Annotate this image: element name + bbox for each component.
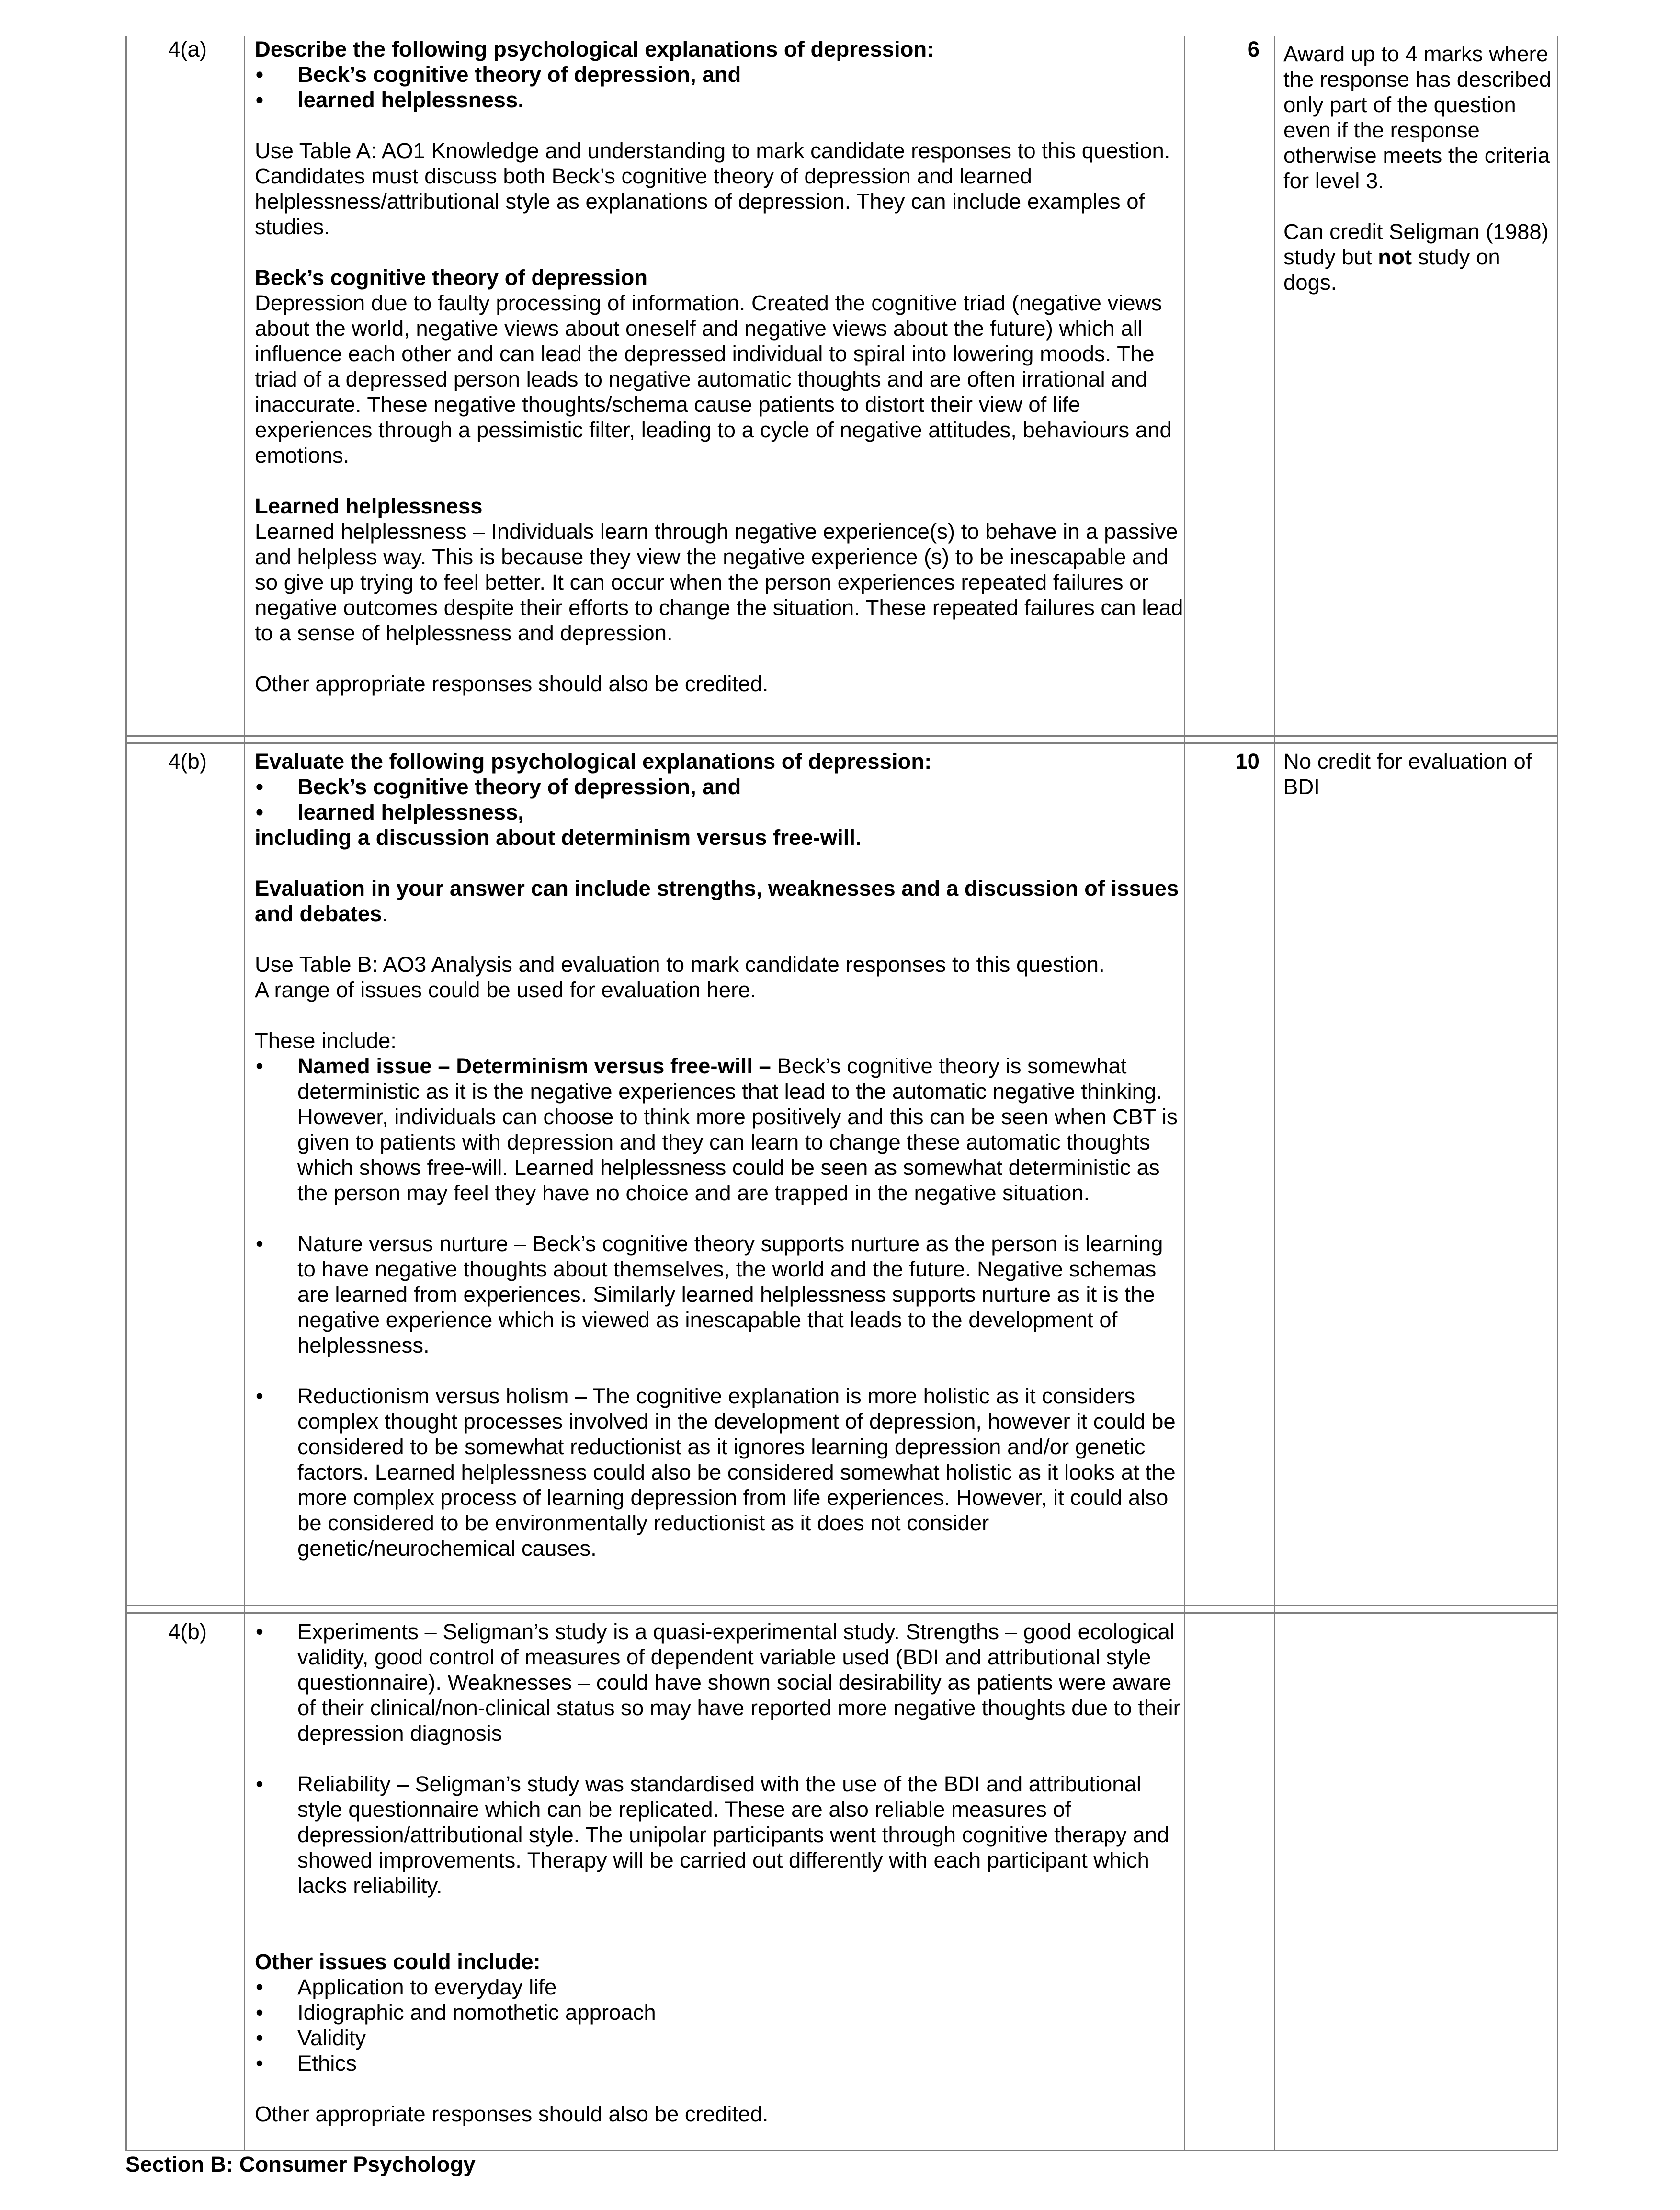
instruction-text: Use Table B: AO3 Analysis and evaluation to mark candidate responses to this question. [255,952,1105,977]
question-tail: including a discussion about determinism versus free-will. [255,825,862,850]
list-item: • Ethics [255,2051,1184,2076]
column-border-left [125,36,127,2151]
learned-helplessness-description: Learned helplessness – Individuals learn through negative experience(s) to behave in a passive and helpless way. This is because they view the negative experience (s) to be inescapable and so give up trying to feel better. It can occur when the person experiences repeated failures or negative outcomes despite their efforts to change the situation. These repeated failures can lead to a sense of helplessness and depression. [255,519,1183,645]
guidance-4b [1283,749,1552,799]
column-border-marks [1184,36,1185,2151]
list-item: • Idiographic and nomothetic approach [255,2000,1184,2025]
question-bullet-list [255,62,1184,113]
answer-content-4b [255,749,1184,1561]
question-number: 4(b) [168,1619,207,1644]
row-divider-bottom [125,1612,1558,1614]
question-number: 4(b) [168,749,207,774]
list-item: • Application to everyday life [255,1974,1184,2000]
guidance-text: Can credit Seligman (1988) study but not study on dogs. [1283,219,1549,295]
answer-content-4a [255,36,1184,696]
list-item: • Experiments – Seligman’s study is a quasi-experimental study. Strengths – good ecological validity, good control of measures of dependent variable used (BDI and attributional style questionnaire). Weaknesses – could have shown social desirability as patients were aware of their clinical/non-clinical status so may have reported more negative thoughts due to their depression diagnosis [255,1619,1184,1746]
list-item: • Reliability – Seligman’s study was standardised with the use of the BDI and attributional style questionnaire which can be replicated. These are also reliable measures of depression/attributional style. The unipolar participants went through cognitive therapy and showed improvements. Therapy will be carried out differently with each participant which lacks reliability. [255,1771,1184,1898]
marks-value: 10 [1235,749,1260,774]
question-bullet: • learned helplessness, [255,799,1184,825]
list-item: • Nature versus nurture – Beck’s cognitive theory supports nurture as the person is learning to have negative thoughts about themselves, the world and the future. Negative schemas are learned from experiences. Similarly learned helplessness supports nurture as it is the negative experience which is viewed as inescapable that leads to the development of helplessness. [255,1231,1184,1358]
answer-content-4b-continued [255,1619,1184,2127]
column-border-question [244,36,245,2151]
evaluation-issue-list [255,1053,1184,1561]
other-responses-note: Other appropriate responses should also be credited. [255,672,769,696]
beck-description: Depression due to faulty processing of information. Created the cognitive triad (negative views about the world, negative views about oneself and negative views about the future) which all influence each other and can lead the depressed individual to spiral into lowering moods. The triad of a depressed person leads to negative automatic thoughts and are often irrational and inaccurate. These negative thoughts/schema cause patients to distort their view of life experiences through a pessimistic filter, leading to a cycle of negative attitudes, behaviours and emotions. [255,291,1172,467]
section-heading-learned-helplessness: Learned helplessness [255,494,483,518]
section-heading-footer: Section B: Consumer Psychology [125,2152,476,2176]
list-item: • Validity [255,2025,1184,2051]
instruction-text: A range of issues could be used for evaluation here. [255,978,757,1002]
question-title: Describe the following psychological explanations of depression: [255,37,934,61]
column-border-right [1557,36,1558,2151]
list-item: • Named issue – Determinism versus free-will – Beck’s cognitive theory is somewhat deterministic as it is the negative experiences that lead to the automatic negative thinking. However, individuals can choose to think more positively and this can be seen when CBT is given to patients with depression and they can learn to change these automatic thoughts which shows free-will. Learned helplessness could be seen as somewhat deterministic as the person may feel they have no choice and are trapped in the negative situation. [255,1053,1184,1206]
evaluation-issue-list [255,1619,1184,1898]
question-bullet: • Beck’s cognitive theory of depression, and [255,774,1184,799]
instruction-text: Candidates must discuss both Beck’s cognitive theory of depression and learned helplessness/attributional style as explanations of depression. They can include examples of studies. [255,164,1145,239]
other-issues-list [255,1974,1184,2076]
other-issues-heading: Other issues could include: [255,1949,541,1974]
row-divider-top [125,735,1558,737]
row-divider-bottom [125,742,1558,744]
section-heading-beck: Beck’s cognitive theory of depression [255,265,648,290]
guidance-4a [1283,41,1552,295]
question-bullet: • learned helplessness. [255,87,1184,113]
marks-value: 6 [1247,37,1260,61]
column-border-guidance [1274,36,1275,2151]
question-title: Evaluate the following psychological explanations of depression: [255,749,932,774]
table-bottom-border [125,2150,1558,2151]
question-number: 4(a) [168,37,207,61]
list-intro: These include: [255,1028,397,1053]
list-item: • Reductionism versus holism – The cognitive explanation is more holistic as it considers complex thought processes involved in the development of depression, however it could be considered to be somewhat reductionist as it ignores learning depression and/or genetic factors. Learned helplessness could also be considered somewhat holistic as it looks at the more complex process of learning depression from life experiences. However, it could also be considered to be environmentally reductionist as it does not consider genetic/neurochemical causes. [255,1383,1184,1561]
instruction-text: Use Table A: AO1 Knowledge and understanding to mark candidate responses to this question. [255,138,1170,163]
question-bullet-list [255,774,1184,825]
question-bullet: • Beck’s cognitive theory of depression, and [255,62,1184,87]
guidance-text: No credit for evaluation of BDI [1283,749,1532,799]
evaluation-note: Evaluation in your answer can include strengths, weaknesses and a discussion of issues and debates. [255,876,1179,926]
guidance-text: Award up to 4 marks where the response has described only part of the question even if the response otherwise meets the criteria for level 3. [1283,42,1551,193]
row-divider-top [125,1605,1558,1606]
other-responses-note: Other appropriate responses should also be credited. [255,2102,769,2126]
